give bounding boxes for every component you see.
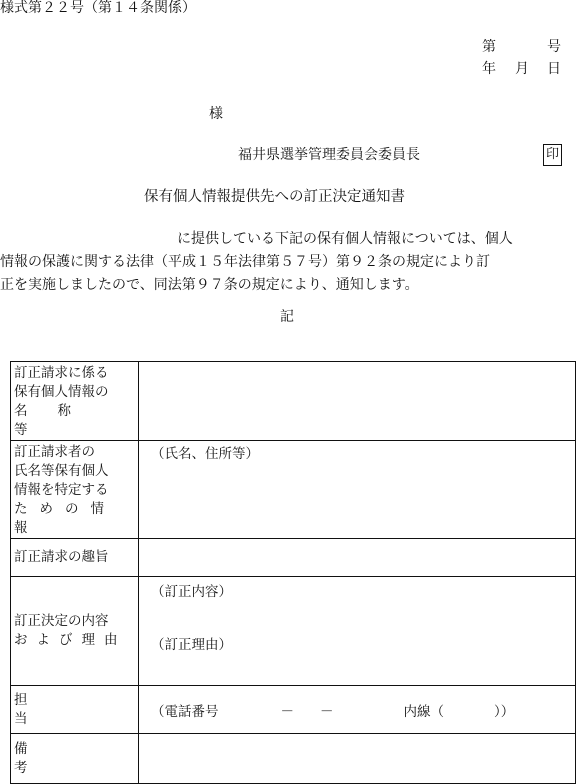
- label-line: [11, 631, 138, 650]
- form-id: 様式第２２号（第１４条関係）: [0, 0, 196, 16]
- label-cell: [11, 734, 139, 784]
- issuer-name: 福井県選挙管理委員会委員長: [238, 147, 420, 163]
- label-text: 備考: [14, 740, 114, 776]
- table-row: [11, 441, 576, 539]
- label-line: [11, 481, 138, 500]
- label-cell: [11, 362, 139, 441]
- table-row: [11, 686, 576, 734]
- correction-reason-label: （訂正理由）: [151, 637, 232, 653]
- extension-close: ））: [494, 703, 515, 720]
- label-line: [11, 462, 138, 481]
- date-year: 年: [482, 61, 496, 77]
- label-line: [11, 740, 138, 778]
- label-line: [11, 612, 138, 631]
- phone-line: [151, 700, 575, 720]
- doc-number-gou: 号: [547, 39, 561, 55]
- seal-text: 印: [545, 147, 559, 162]
- label-cell: [11, 577, 139, 686]
- label-line: [11, 383, 138, 402]
- label-text: 保有個人情報の: [14, 384, 109, 400]
- body-line-3: 正を実施しましたので、同法第９７条の規定により、通知します。: [0, 277, 419, 293]
- label-text: 訂正決定の内容: [14, 613, 109, 629]
- label-line: [11, 691, 138, 729]
- correction-content-label: （訂正内容）: [151, 584, 232, 600]
- label-text: および理由: [14, 632, 127, 648]
- label-line: [11, 443, 138, 462]
- label-line: [11, 364, 138, 383]
- label-line: [11, 500, 138, 538]
- label-text: 氏名等保有個人: [14, 463, 109, 479]
- body-text: [0, 228, 576, 297]
- label-cell: [11, 539, 139, 577]
- label-text: 情報を特定する: [14, 482, 109, 498]
- value-cell[interactable]: [139, 577, 576, 686]
- label-text: 担当: [14, 691, 114, 727]
- value-cell[interactable]: [139, 539, 576, 577]
- phone-dash-1: －: [280, 703, 294, 720]
- extension-label: 内線（: [403, 703, 444, 720]
- label-text: 訂正請求者の: [14, 444, 95, 460]
- doc-number-dai: 第: [482, 39, 496, 55]
- body-line-1: に提供している下記の保有個人情報については、個人: [177, 231, 513, 247]
- date-day: 日: [547, 61, 561, 77]
- seal-mark: [543, 144, 562, 166]
- body-line-2: 情報の保護に関する法律（平成１５年法律第５７号）第９２条の規定により訂: [0, 254, 490, 270]
- phone-label: （電話番号: [151, 703, 219, 720]
- document-title: 保有個人情報提供先への訂正決定通知書: [144, 189, 405, 205]
- value-cell[interactable]: [139, 362, 576, 441]
- ki-label: 記: [280, 309, 294, 325]
- label-text: 訂正請求の趣旨: [14, 549, 109, 565]
- table-row: [11, 734, 576, 784]
- label-line: [11, 402, 138, 440]
- value-cell[interactable]: [139, 441, 576, 539]
- table-row: [11, 362, 576, 441]
- table-row: [11, 539, 576, 577]
- addressee-suffix: 様: [209, 106, 223, 122]
- label-text: 訂正請求に係る: [14, 365, 109, 381]
- requester-note: （氏名、住所等）: [151, 446, 259, 462]
- label-text: 名称等: [14, 403, 101, 438]
- form-table: [10, 361, 576, 784]
- label-cell: [11, 441, 139, 539]
- table-row: [11, 577, 576, 686]
- date-month: 月: [515, 61, 529, 77]
- value-cell[interactable]: [139, 734, 576, 784]
- label-cell: [11, 686, 139, 734]
- phone-dash-2: －: [320, 703, 334, 720]
- label-text: ための情報: [14, 501, 116, 536]
- value-cell[interactable]: [139, 686, 576, 734]
- label-line: [11, 548, 138, 567]
